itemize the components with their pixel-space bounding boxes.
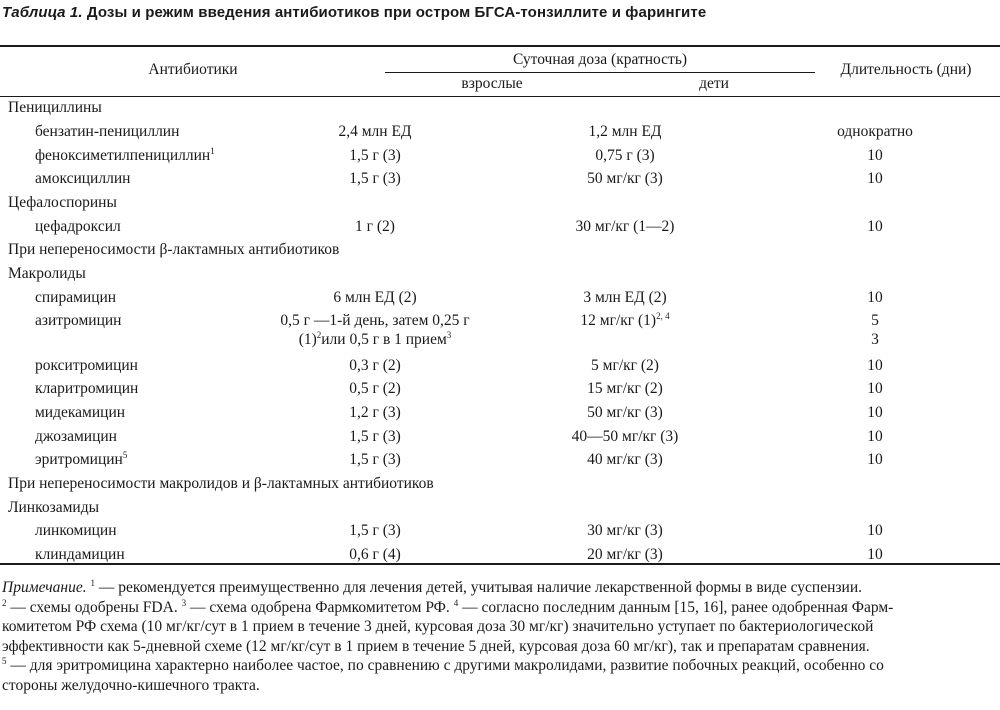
duration: 10 xyxy=(867,170,883,188)
child-dose-cell xyxy=(500,309,750,353)
child-dose: 5 мг/кг (2) xyxy=(591,356,659,374)
adult-dose-cell xyxy=(250,309,500,353)
footnote-mark: 1 xyxy=(210,145,215,156)
adult-dose: 6 млн ЕД (2) xyxy=(333,288,417,306)
table-title-text: Дозы и режим введения антибиотиков при остром БГСА-тонзиллите и фарингите xyxy=(86,4,707,21)
table-row xyxy=(0,401,1000,425)
header-adults: взрослые xyxy=(461,75,523,92)
header-sub-rule xyxy=(385,72,815,73)
drug-name: рокситромицин xyxy=(35,356,138,374)
footnote-text: — схема одобрена Фармкомитетом РФ. xyxy=(186,598,454,616)
drug-name: кларитромицин xyxy=(35,380,139,398)
table-row xyxy=(0,519,1000,543)
footnote-mark: 4 xyxy=(453,597,459,608)
drug-name: спирамицин xyxy=(35,288,117,306)
drug-name-cell xyxy=(0,143,250,167)
footnote-mark: 3 xyxy=(446,330,452,341)
group-label: Пенициллины xyxy=(8,99,102,117)
group-label: Макролиды xyxy=(8,265,86,283)
adult-dose: 0,5 г (2) xyxy=(349,380,401,398)
drug-name: мидекамицин xyxy=(35,403,126,421)
duration: 10 xyxy=(867,427,883,445)
duration: 3 xyxy=(871,331,879,349)
duration: 10 xyxy=(867,522,883,540)
footnote-text: — для эритромицина характерно наиболее частое, по сравнению с другими макролидами, развитие побочных реакций, особенно со xyxy=(6,657,884,675)
footnote-line xyxy=(2,656,1000,676)
footnote-text: — рекомендуется преимущественно для лечения детей, учитывая наличие лекарственной формы в виде суспензии. xyxy=(94,579,862,596)
child-dose: 20 мг/кг (3) xyxy=(587,546,663,564)
adult-dose: 1 г (2) xyxy=(355,217,395,235)
bottom-rule xyxy=(0,563,1000,565)
duration: 5 xyxy=(871,312,879,330)
note-label: Примечание. xyxy=(2,579,87,596)
footnote-line: эффективности как 5-дневной схеме (12 мг/кг/сут в 1 прием в течение 5 дней, курсовая доза 60 мг/кг), так и препаратам сравнения. xyxy=(2,637,870,655)
duration-cell xyxy=(750,309,1000,353)
adult-dose: 1,5 г (3) xyxy=(349,522,401,540)
header-daily-dose: Суточная доза (кратность) xyxy=(512,51,688,68)
child-dose: 30 мг/кг (1—2) xyxy=(575,217,675,235)
adult-dose-fragment: или 0,5 г в 1 прием xyxy=(321,331,447,349)
footnote-text: — схемы одобрены FDA. xyxy=(6,598,182,616)
drug-name: бензатин-пенициллин xyxy=(35,123,180,141)
top-rule xyxy=(0,45,1000,47)
table-row-group xyxy=(0,472,1000,496)
drug-name: джозамицин xyxy=(35,427,117,445)
footnote-line: комитетом РФ схема (10 мг/кг/сут в 1 прием в течение 3 дней, курсовая доза 30 мг/кг) значительно уступает по бактериологической xyxy=(2,618,874,636)
header-children: дети xyxy=(699,75,729,92)
table-title-lead: Таблица 1. xyxy=(2,4,83,21)
header-antibiotics: Антибиотики xyxy=(148,61,238,78)
footnote-line xyxy=(2,598,1000,618)
table-row-group xyxy=(0,191,1000,215)
table-row-group xyxy=(0,495,1000,519)
duration: 10 xyxy=(867,380,883,398)
footnote-mark: 5 xyxy=(2,656,7,667)
table-row-group xyxy=(0,262,1000,286)
group-label: При непереносимости макролидов и β-лактамных антибиотиков xyxy=(8,474,434,492)
child-dose: 50 мг/кг (3) xyxy=(587,403,663,421)
table-row xyxy=(0,309,1000,353)
child-dose: 1,2 млн ЕД xyxy=(588,123,662,141)
footnote-mark: 5 xyxy=(122,450,128,461)
drug-name: линкомицин xyxy=(35,522,117,540)
adult-dose: 1,5 г (3) xyxy=(349,146,401,164)
child-dose: 15 мг/кг (2) xyxy=(587,380,663,398)
table-row xyxy=(0,167,1000,191)
table-row-group xyxy=(0,96,1000,120)
adult-dose: 2,4 млн ЕД xyxy=(338,123,412,141)
child-dose: 0,75 г (3) xyxy=(595,146,655,164)
adult-dose-fragment: (1) xyxy=(298,331,317,349)
table-row xyxy=(0,377,1000,401)
drug-name: цефадроксил xyxy=(35,217,121,235)
footnote-mark: 3 xyxy=(181,597,187,608)
child-dose: 3 млн ЕД (2) xyxy=(583,288,667,306)
drug-name: феноксиметилпенициллин xyxy=(35,146,211,164)
table-row-group xyxy=(0,238,1000,262)
adult-dose: 0,3 г (2) xyxy=(349,356,401,374)
adult-dose: 1,2 г (3) xyxy=(349,403,401,421)
duration: 10 xyxy=(867,288,883,306)
group-label: При непереносимости β-лактамных антибиотиков xyxy=(8,241,340,259)
duration: однократно xyxy=(837,123,913,141)
child-dose: 30 мг/кг (3) xyxy=(587,522,663,540)
header-duration: Длительность (дни) xyxy=(840,61,972,78)
child-dose: 50 мг/кг (3) xyxy=(587,170,663,188)
group-label: Цефалоспорины xyxy=(8,194,117,212)
child-dose: 40—50 мг/кг (3) xyxy=(571,427,679,445)
table-row xyxy=(0,143,1000,167)
adult-dose-line xyxy=(250,330,500,349)
duration: 10 xyxy=(867,356,883,374)
duration: 10 xyxy=(867,217,883,235)
adult-dose: 0,6 г (4) xyxy=(349,546,401,564)
drug-name: клиндамицин xyxy=(35,546,125,564)
child-dose: 40 мг/кг (3) xyxy=(587,451,663,469)
duration: 10 xyxy=(867,146,883,164)
drug-name: амоксициллин xyxy=(35,170,131,188)
duration: 10 xyxy=(867,451,883,469)
adult-dose: 1,5 г (3) xyxy=(349,170,401,188)
adult-dose: 1,5 г (3) xyxy=(349,427,401,445)
duration: 10 xyxy=(867,546,883,564)
footnote-line: стороны желудочно-кишечного тракта. xyxy=(2,676,260,694)
table-row xyxy=(0,214,1000,238)
table-row xyxy=(0,286,1000,310)
footnote-block xyxy=(2,578,1000,696)
footnote-mark: 2 xyxy=(2,597,7,608)
table-row xyxy=(0,448,1000,472)
group-label: Линкозамиды xyxy=(8,498,100,516)
drug-name: эритромицин xyxy=(35,451,123,469)
table-row xyxy=(0,424,1000,448)
drug-name: азитромицин xyxy=(35,312,122,330)
table-title xyxy=(2,4,706,21)
child-dose: 12 мг/кг (1) xyxy=(580,312,657,330)
footnote-line xyxy=(2,578,1000,598)
footnote-mark: 1 xyxy=(90,577,95,588)
adult-dose: 1,5 г (3) xyxy=(349,451,401,469)
table-row xyxy=(0,120,1000,144)
drug-name-cell xyxy=(0,448,250,472)
dose-table xyxy=(0,96,1000,566)
table-row xyxy=(0,353,1000,377)
footnote-text: — согласно последним данным [15, 16], ранее одобренная Фарм- xyxy=(458,598,894,616)
adult-dose-line: 0,5 г —1-й день, затем 0,25 г xyxy=(280,312,470,330)
footnote-mark: 2 xyxy=(316,330,322,341)
duration: 10 xyxy=(867,403,883,421)
footnote-mark: 2, 4 xyxy=(656,311,670,322)
